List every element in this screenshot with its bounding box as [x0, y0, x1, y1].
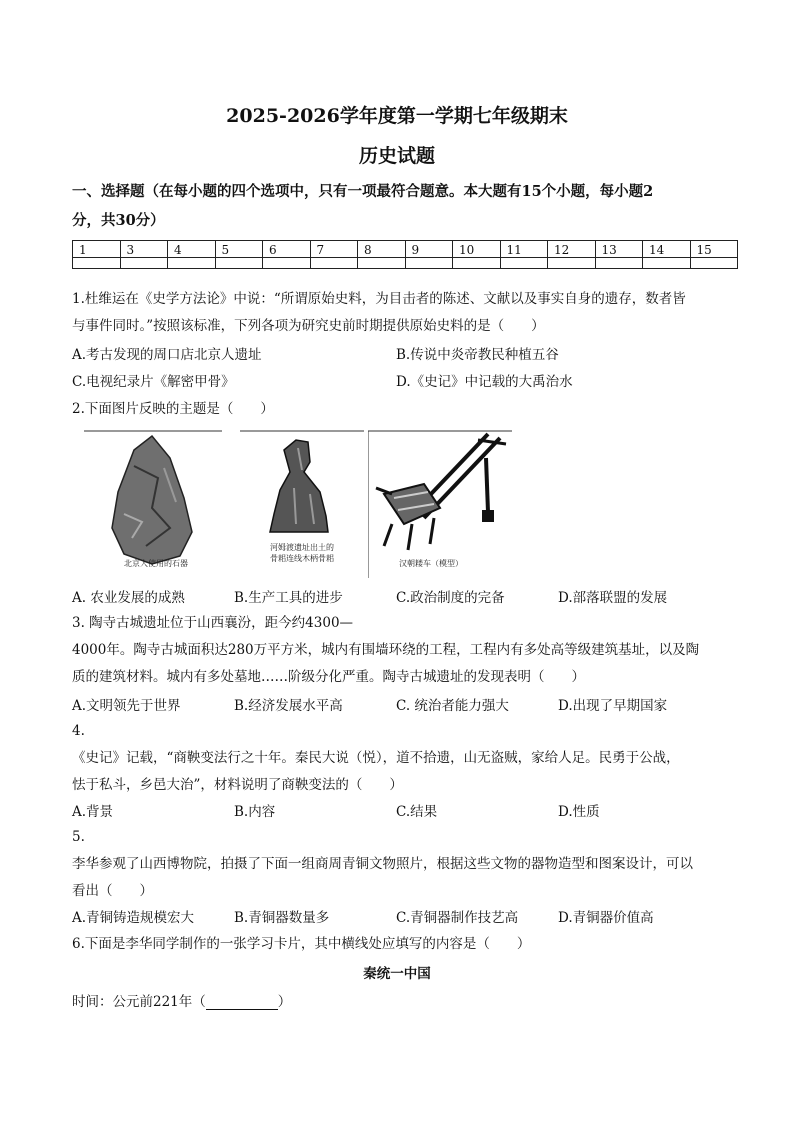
question-1-option-d[interactable]: D.《史记》中记载的大禹治水	[396, 374, 573, 390]
question-4-number: 4.	[72, 723, 85, 739]
question-5-number: 5.	[72, 829, 85, 845]
question-4-line2: 怯于私斗，乡邑大治”，材料说明了商鞅变法的（ ）	[72, 777, 403, 793]
question-3-line1: 3. 陶寺古城遗址位于山西襄汾，距今约4300—	[72, 615, 354, 631]
question-5-stem	[72, 824, 742, 905]
question-5-option-a[interactable]: A.青铜铸造规模宏大	[72, 910, 195, 926]
answer-blank-cell[interactable]	[690, 258, 738, 269]
answer-table-blank-row	[73, 258, 738, 269]
question-1-option-a[interactable]: A.考古发现的周口店北京人遗址	[72, 347, 262, 363]
answer-number-cell: 1	[73, 241, 121, 258]
question-2-option-c[interactable]: C.政治制度的完备	[396, 590, 505, 606]
question-5-line1: 李华参观了山西博物院，拍摄了下面一组商周青铜文物照片，根据这些文物的器物造型和图案设计，可以	[72, 856, 693, 872]
question-2-option-a[interactable]: A. 农业发展的成熟	[72, 590, 185, 606]
exam-subtitle: 历史试题	[358, 145, 435, 167]
answer-blank-cell[interactable]	[263, 258, 311, 269]
question-1-stem	[72, 286, 742, 340]
question-3-line3: 质的建筑材料。城内有多处墓地……阶级分化严重。陶寺古城遗址的发现表明（ ）	[72, 669, 585, 685]
study-card-title: 秦统一中国	[363, 966, 431, 982]
answer-blank-cell[interactable]	[73, 258, 121, 269]
answer-blank-cell[interactable]	[643, 258, 691, 269]
answer-blank-cell[interactable]	[120, 258, 168, 269]
answer-number-cell: 12	[548, 241, 596, 258]
study-card-fill-blank[interactable]	[206, 995, 278, 1010]
question-1-option-b[interactable]: B.传说中炎帝教民种植五谷	[396, 347, 559, 363]
question-3-option-c[interactable]: C. 统治者能力强大	[396, 698, 509, 714]
section-heading-line1: 一、选择题（在每小题的四个选项中，只有一项最符合题意。本大题有15个小题，每小题2	[72, 183, 654, 200]
question-3-option-a[interactable]: A.文明领先于世界	[72, 698, 181, 714]
figure-1-caption: 北京人使用的石器	[124, 559, 188, 568]
answer-table	[72, 240, 738, 269]
question-5-option-b[interactable]: B.青铜器数量多	[234, 910, 330, 926]
answer-table-number-row	[73, 241, 738, 258]
answer-number-cell: 13	[595, 241, 643, 258]
question-6-stem: 6.下面是李华同学制作的一张学习卡片，其中横线处应填写的内容是（ ）	[72, 936, 531, 952]
question-3-stem	[72, 610, 742, 691]
question-4-option-a[interactable]: A.背景	[72, 804, 114, 820]
seed-drill-icon	[368, 428, 512, 578]
answer-number-cell: 14	[643, 241, 691, 258]
question-1-line2: 与事件同时。”按照该标准，下列各项为研究史前时期提供原始史料的是（ ）	[72, 318, 545, 334]
answer-number-cell: 10	[453, 241, 501, 258]
question-1-option-c[interactable]: C.电视纪录片《解密甲骨》	[72, 374, 235, 390]
question-3-option-d[interactable]: D.出现了早期国家	[558, 698, 668, 714]
answer-number-cell: 3	[120, 241, 168, 258]
answer-number-cell: 4	[168, 241, 216, 258]
question-3-option-b[interactable]: B.经济发展水平高	[234, 698, 343, 714]
answer-blank-cell[interactable]	[500, 258, 548, 269]
study-card-time-line	[72, 990, 291, 1010]
question-2-figures	[72, 428, 512, 578]
answer-blank-cell[interactable]	[405, 258, 453, 269]
figure-2-caption: 河姆渡遗址出土的 骨耜连线木柄骨耜	[270, 543, 334, 563]
question-4-option-c[interactable]: C.结果	[396, 804, 438, 820]
question-3-line2: 4000年。陶寺古城面积达280万平方米，城内有围墙环绕的工程，工程内有多处高等级建筑基址，以及陶	[72, 642, 700, 658]
answer-number-cell: 9	[405, 241, 453, 258]
figure-seed-drill	[368, 428, 512, 578]
question-1-line1: 1.杜维运在《史学方法论》中说：“所谓原始史料，为目击者的陈述、文献以及事实自身的遗存，数者皆	[72, 291, 686, 307]
section-heading-line2: 分，共30分）	[72, 212, 165, 229]
question-4-line1: 《史记》记载，“商鞅变法行之十年。秦民大说（悦），道不拾遗，山无盗贼，家给人足。民勇于公战，	[72, 750, 680, 766]
answer-blank-cell[interactable]	[595, 258, 643, 269]
figure-stone-tool	[72, 428, 222, 578]
question-4-stem	[72, 718, 742, 799]
answer-number-cell: 5	[215, 241, 263, 258]
question-5-option-d[interactable]: D.青铜器价值高	[558, 910, 654, 926]
section-heading	[72, 177, 742, 235]
question-5-line2: 看出（ ）	[72, 883, 153, 899]
question-2-stem: 2.下面图片反映的主题是（ ）	[72, 401, 274, 417]
study-card-time-close: ）	[277, 994, 292, 1010]
question-4-option-b[interactable]: B.内容	[234, 804, 276, 820]
answer-number-cell: 11	[500, 241, 548, 258]
answer-blank-cell[interactable]	[358, 258, 406, 269]
answer-blank-cell[interactable]	[168, 258, 216, 269]
question-2-option-b[interactable]: B.生产工具的进步	[234, 590, 343, 606]
answer-blank-cell[interactable]	[548, 258, 596, 269]
answer-number-cell: 6	[263, 241, 311, 258]
study-card-time-label: 时间：公元前221年（	[72, 994, 206, 1010]
exam-title: 2025-2026学年度第一学期七年级期末	[226, 105, 568, 127]
answer-number-cell: 8	[358, 241, 406, 258]
answer-number-cell: 7	[310, 241, 358, 258]
figure-bone-spade	[240, 428, 364, 578]
question-4-option-d[interactable]: D.性质	[558, 804, 600, 820]
question-2-option-d[interactable]: D.部落联盟的发展	[558, 590, 668, 606]
figure-3-caption: 汉朝耧车（模型）	[399, 559, 463, 568]
question-5-option-c[interactable]: C.青铜器制作技艺高	[396, 910, 519, 926]
answer-number-cell: 15	[690, 241, 738, 258]
answer-blank-cell[interactable]	[453, 258, 501, 269]
stone-tool-icon	[72, 428, 222, 578]
answer-blank-cell[interactable]	[310, 258, 358, 269]
answer-blank-cell[interactable]	[215, 258, 263, 269]
